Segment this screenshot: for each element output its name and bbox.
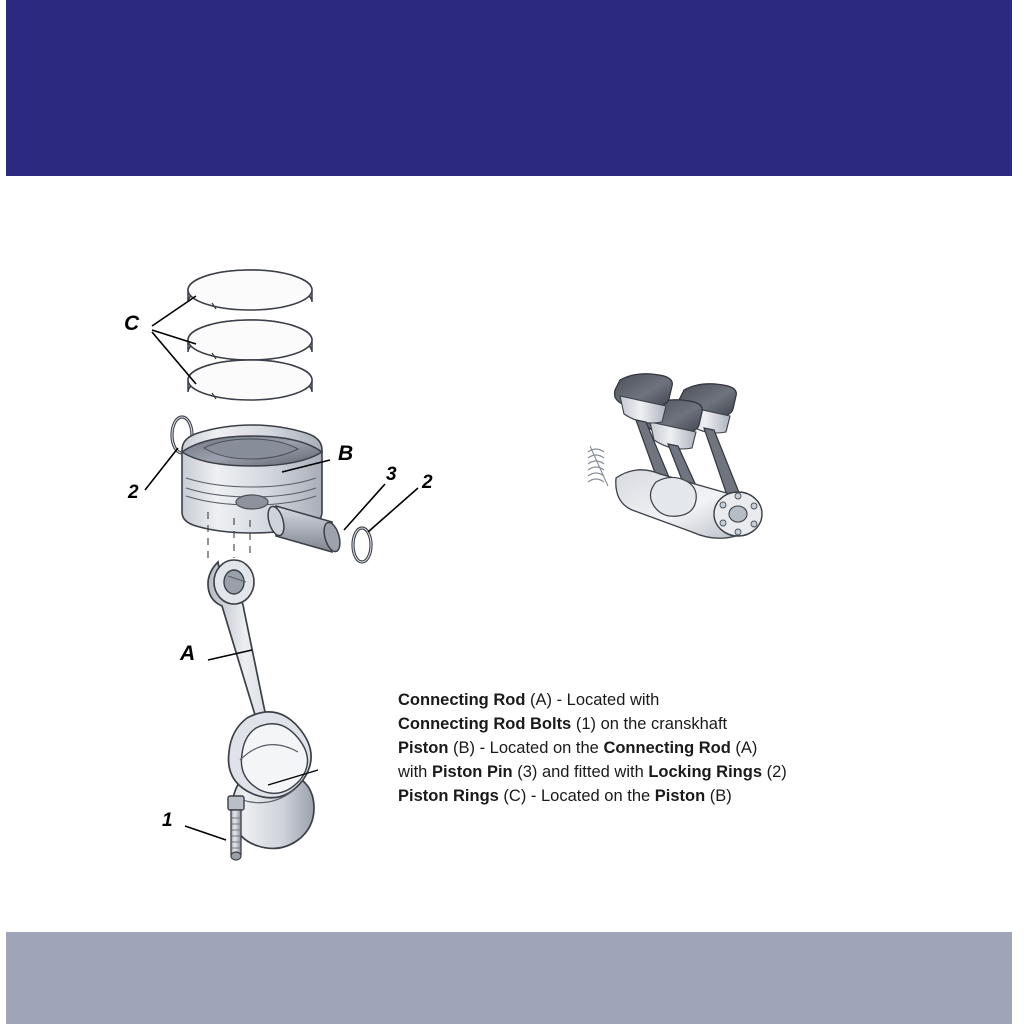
caption-term-connecting-rod-2: Connecting Rod bbox=[603, 739, 731, 757]
caption-text-4c: (2) bbox=[762, 763, 787, 781]
caption-term-locking-rings: Locking Rings bbox=[648, 763, 763, 781]
right-margin bbox=[1012, 0, 1024, 1024]
caption-line-3 bbox=[398, 736, 868, 760]
figure-caption bbox=[398, 688, 868, 808]
callout-label-2-right: 2 bbox=[422, 472, 433, 493]
callout-label-1: 1 bbox=[162, 810, 173, 831]
caption-text-3a: (B) - Located on the bbox=[448, 739, 604, 757]
assembly-spring-detail bbox=[588, 446, 608, 486]
caption-term-piston: Piston bbox=[398, 739, 449, 757]
caption-text-3b: (A) bbox=[730, 739, 758, 757]
left-margin bbox=[0, 0, 6, 1024]
caption-term-piston-rings: Piston Rings bbox=[398, 787, 499, 805]
connecting-rod bbox=[208, 560, 314, 848]
connecting-rod-bolt bbox=[228, 796, 244, 860]
crank-assembly-svg bbox=[580, 350, 810, 580]
crankshaft-assembly-illustration bbox=[580, 350, 810, 580]
caption-text-4b: (3) and fitted with bbox=[512, 763, 649, 781]
callout-label-2-left: 2 bbox=[128, 482, 139, 503]
caption-text-1: (A) - Located with bbox=[525, 691, 660, 709]
caption-line-1 bbox=[398, 688, 868, 712]
callout-label-3: 3 bbox=[386, 464, 397, 485]
caption-line-4 bbox=[398, 760, 868, 784]
footer-band bbox=[6, 932, 1012, 1024]
caption-text-4a: with bbox=[398, 763, 432, 781]
caption-term-piston-2: Piston bbox=[654, 787, 706, 805]
callout-1-leader bbox=[185, 826, 226, 840]
caption-term-connecting-rod-bolts: Connecting Rod Bolts bbox=[398, 715, 572, 733]
callout-label-a: A bbox=[180, 642, 196, 665]
caption-term-piston-pin: Piston Pin bbox=[431, 763, 513, 781]
caption-text-5a: (C) - Located on the bbox=[498, 787, 655, 805]
caption-text-5b: (B) bbox=[705, 787, 732, 805]
locking-ring-right bbox=[353, 528, 371, 562]
caption-line-2 bbox=[398, 712, 868, 736]
callout-2-left-leader bbox=[145, 448, 178, 490]
caption-text-2: (1) on the cranskhaft bbox=[571, 715, 728, 733]
header-band bbox=[6, 0, 1012, 176]
caption-term-connecting-rod: Connecting Rod bbox=[398, 691, 526, 709]
callout-label-b: B bbox=[338, 442, 354, 465]
caption-line-5 bbox=[398, 784, 868, 808]
piston-rings-group bbox=[188, 270, 312, 400]
callout-label-c: C bbox=[124, 312, 140, 335]
assembly-piston-front bbox=[615, 374, 673, 423]
